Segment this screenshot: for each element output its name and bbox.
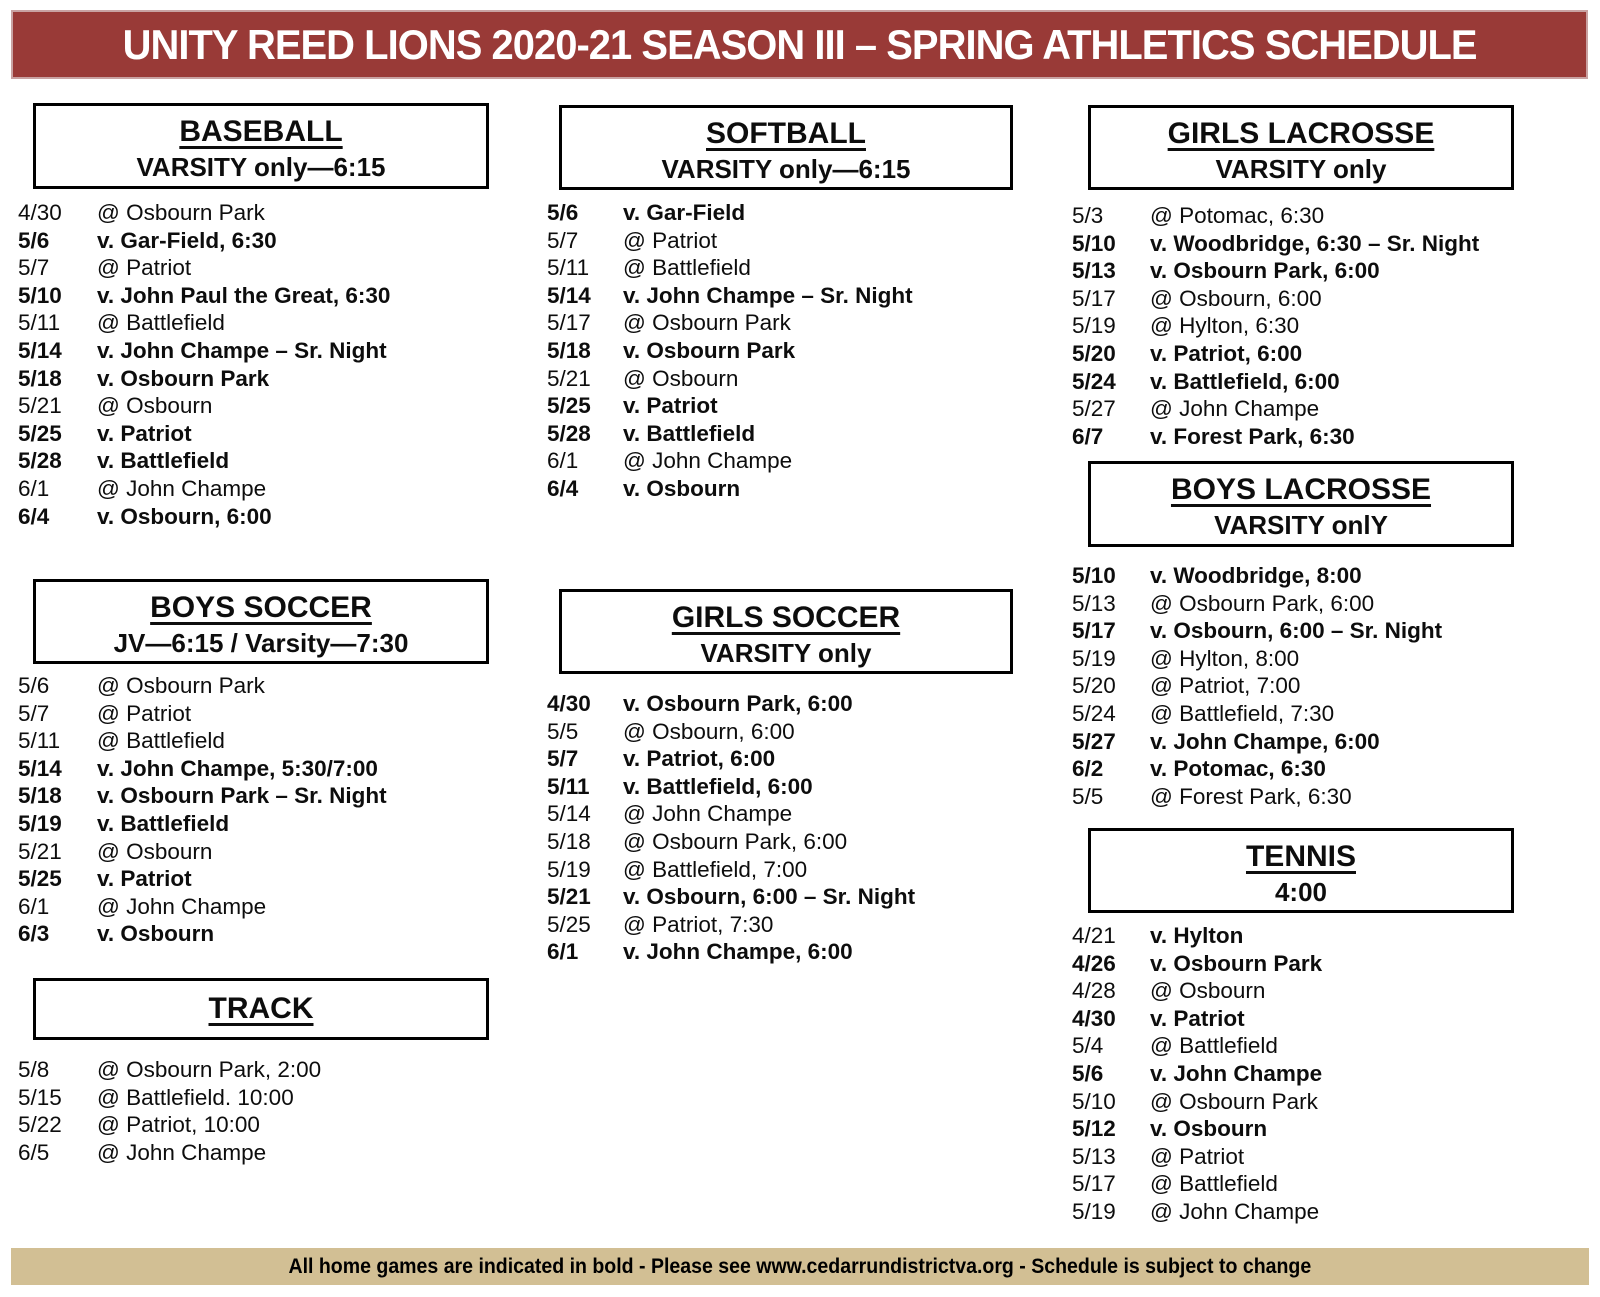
game-opponent: v. Battlefield bbox=[97, 810, 230, 836]
game-date: 5/28 bbox=[547, 420, 591, 446]
game-date: 5/27 bbox=[1072, 396, 1116, 422]
game-opponent: @ Patriot bbox=[623, 227, 718, 253]
game-row bbox=[18, 392, 390, 420]
section-title: TENNIS bbox=[1245, 840, 1356, 873]
game-opponent: @ Osbourn bbox=[1150, 978, 1266, 1004]
game-opponent: v. Patriot bbox=[97, 866, 192, 892]
section-box-track bbox=[33, 978, 489, 1040]
game-date: 6/4 bbox=[18, 503, 50, 529]
game-opponent: @ Forest Park, 6:30 bbox=[1150, 783, 1352, 809]
game-opponent: @ Osbourn Park, 6:00 bbox=[623, 828, 848, 854]
game-row bbox=[547, 911, 915, 939]
game-opponent: @ Battlefield, 7:00 bbox=[623, 856, 808, 882]
game-opponent: @ Battlefield bbox=[1150, 1033, 1278, 1059]
game-date: 5/21 bbox=[18, 838, 62, 864]
game-row bbox=[18, 199, 390, 227]
game-date: 5/11 bbox=[18, 728, 61, 754]
game-date: 5/17 bbox=[547, 310, 591, 336]
game-date: 5/25 bbox=[547, 393, 591, 419]
game-opponent: v. Osbourn Park, 6:00 bbox=[1150, 258, 1380, 284]
game-opponent: v. Osbourn bbox=[623, 475, 741, 501]
game-opponent: @ Battlefield bbox=[97, 728, 225, 754]
game-opponent: @ Osbourn, 6:00 bbox=[623, 718, 795, 744]
game-date: 5/10 bbox=[1072, 230, 1116, 256]
section-title: TRACK bbox=[208, 992, 314, 1025]
game-date: 5/6 bbox=[547, 200, 579, 225]
game-row bbox=[18, 227, 390, 255]
game-date: 5/6 bbox=[18, 673, 50, 698]
game-date: 6/7 bbox=[1072, 423, 1104, 449]
game-row bbox=[1072, 783, 1442, 811]
game-date: 4/30 bbox=[547, 691, 591, 716]
game-date: 5/18 bbox=[547, 337, 591, 363]
game-row bbox=[18, 1084, 321, 1112]
game-opponent: @ Osbourn Park bbox=[1150, 1088, 1318, 1114]
game-row bbox=[547, 475, 913, 503]
game-opponent: @ John Champe bbox=[97, 893, 267, 919]
game-opponent: v. John Paul the Great, 6:30 bbox=[97, 282, 391, 308]
game-date: 5/21 bbox=[547, 884, 591, 910]
game-opponent: @ Osbourn Park, 6:00 bbox=[1150, 590, 1375, 616]
game-row bbox=[18, 727, 387, 755]
game-opponent: @ Osbourn bbox=[97, 393, 213, 419]
game-opponent: @ Battlefield, 7:30 bbox=[1150, 700, 1335, 726]
game-row bbox=[547, 828, 915, 856]
game-opponent: v. John Champe – Sr. Night bbox=[623, 282, 913, 308]
game-row bbox=[18, 1056, 321, 1084]
game-opponent: v. Osbourn Park – Sr. Night bbox=[97, 783, 387, 809]
game-opponent: v. John Champe – Sr. Night bbox=[97, 337, 387, 363]
game-date: 5/28 bbox=[18, 448, 62, 474]
section-games-boys-lacrosse bbox=[1072, 562, 1442, 810]
game-row bbox=[18, 365, 390, 393]
game-date: 5/19 bbox=[1072, 313, 1116, 339]
game-row bbox=[18, 254, 390, 282]
game-opponent: v. Osbourn bbox=[1150, 1116, 1268, 1142]
game-opponent: @ John Champe bbox=[623, 801, 793, 827]
game-opponent: @ Osbourn Park, 2:00 bbox=[97, 1057, 322, 1082]
game-row bbox=[1072, 368, 1479, 396]
game-opponent: v. Osbourn Park bbox=[1150, 950, 1323, 976]
game-date: 6/5 bbox=[18, 1139, 50, 1165]
game-date: 5/7 bbox=[18, 700, 50, 726]
game-row bbox=[1072, 395, 1479, 423]
game-row bbox=[1072, 672, 1442, 700]
game-date: 6/2 bbox=[1072, 756, 1104, 782]
game-opponent: v. Patriot, 6:00 bbox=[623, 746, 776, 772]
game-row bbox=[1072, 1115, 1322, 1143]
game-date: 5/11 bbox=[547, 255, 590, 281]
game-opponent: v. Battlefield bbox=[97, 448, 230, 474]
game-opponent: @ Patriot bbox=[1150, 1143, 1245, 1169]
game-row bbox=[18, 337, 390, 365]
game-row bbox=[1072, 755, 1442, 783]
game-opponent: v. Woodbridge, 8:00 bbox=[1150, 563, 1362, 588]
game-row bbox=[1072, 728, 1442, 756]
game-date: 6/4 bbox=[547, 475, 579, 501]
game-opponent: @ Patriot bbox=[97, 700, 192, 726]
game-row bbox=[18, 503, 390, 531]
section-title: SOFTBALL bbox=[706, 117, 866, 150]
game-date: 6/3 bbox=[18, 921, 50, 947]
game-date: 5/13 bbox=[1072, 1143, 1116, 1169]
game-date: 5/24 bbox=[1072, 700, 1116, 726]
game-row bbox=[547, 227, 913, 255]
game-opponent: v. Patriot bbox=[97, 420, 192, 446]
game-opponent: v. Gar-Field, 6:30 bbox=[97, 227, 277, 253]
game-row bbox=[18, 447, 390, 475]
game-opponent: @ Osbourn bbox=[97, 838, 213, 864]
game-row bbox=[18, 475, 390, 503]
game-opponent: @ Osbourn Park bbox=[97, 673, 265, 698]
game-date: 5/7 bbox=[547, 746, 579, 772]
game-opponent: v. John Champe, 6:00 bbox=[623, 939, 853, 965]
game-row bbox=[547, 420, 913, 448]
game-date: 6/1 bbox=[547, 448, 579, 474]
section-box-girls-lacrosse bbox=[1088, 105, 1514, 190]
game-date: 6/1 bbox=[18, 475, 50, 501]
section-subtitle: VARSITY only—6:15 bbox=[136, 152, 386, 182]
game-opponent: @ Osbourn bbox=[623, 365, 739, 391]
game-date: 5/24 bbox=[1072, 368, 1116, 394]
game-date: 6/1 bbox=[18, 893, 50, 919]
game-opponent: @ John Champe bbox=[97, 1139, 267, 1165]
game-date: 5/6 bbox=[18, 227, 50, 253]
game-date: 5/13 bbox=[1072, 590, 1116, 616]
game-date: 5/8 bbox=[18, 1057, 50, 1082]
game-date: 5/17 bbox=[1072, 1171, 1116, 1197]
game-row bbox=[1072, 1005, 1322, 1033]
game-row bbox=[18, 309, 390, 337]
game-date: 5/10 bbox=[18, 282, 62, 308]
game-row bbox=[1072, 922, 1322, 950]
game-row bbox=[1072, 590, 1442, 618]
game-opponent: v. Battlefield, 6:00 bbox=[1150, 368, 1340, 394]
game-row bbox=[18, 700, 387, 728]
game-opponent: v. Forest Park, 6:30 bbox=[1150, 423, 1355, 449]
game-row bbox=[18, 420, 390, 448]
game-row bbox=[1072, 1032, 1322, 1060]
game-date: 5/14 bbox=[547, 801, 591, 827]
section-subtitle: VARSITY only bbox=[1215, 154, 1387, 184]
game-date: 5/4 bbox=[1072, 1033, 1104, 1059]
game-opponent: v. Patriot bbox=[1150, 1005, 1245, 1031]
game-date: 5/11 bbox=[547, 773, 590, 799]
section-games-softball bbox=[547, 199, 913, 503]
game-date: 5/7 bbox=[547, 227, 579, 253]
game-row bbox=[18, 782, 387, 810]
section-title: BOYS LACROSSE bbox=[1170, 473, 1432, 506]
game-date: 5/19 bbox=[1072, 1198, 1116, 1224]
game-opponent: @ Hylton, 8:00 bbox=[1150, 645, 1300, 671]
game-row bbox=[18, 893, 387, 921]
game-opponent: v. Osbourn bbox=[97, 921, 215, 947]
section-subtitle: 4:00 bbox=[1274, 877, 1328, 907]
game-date: 5/12 bbox=[1072, 1116, 1116, 1142]
game-row bbox=[1072, 340, 1479, 368]
game-date: 5/21 bbox=[18, 393, 62, 419]
game-opponent: @ Osbourn, 6:00 bbox=[1150, 285, 1322, 311]
game-row bbox=[1072, 700, 1442, 728]
game-opponent: @ John Champe bbox=[97, 475, 267, 501]
game-opponent: @ John Champe bbox=[623, 448, 793, 474]
game-row bbox=[18, 672, 387, 700]
game-row bbox=[547, 745, 915, 773]
game-opponent: v. Osbourn Park, 6:00 bbox=[623, 691, 853, 716]
section-title: BOYS SOCCER bbox=[150, 591, 372, 624]
game-date: 5/14 bbox=[18, 337, 62, 363]
game-row bbox=[1072, 1198, 1322, 1226]
section-box-softball bbox=[559, 105, 1013, 190]
game-row bbox=[547, 282, 913, 310]
section-subtitle: VARSITY onlY bbox=[1214, 510, 1388, 540]
game-opponent: @ John Champe bbox=[1150, 396, 1320, 422]
section-title: BASEBALL bbox=[179, 115, 343, 148]
game-opponent: @ John Champe bbox=[1150, 1198, 1320, 1224]
game-date: 5/14 bbox=[547, 282, 591, 308]
game-row bbox=[547, 309, 913, 337]
game-row bbox=[1072, 312, 1479, 340]
section-games-boys-soccer bbox=[18, 672, 387, 948]
game-opponent: v. Osbourn Park bbox=[97, 365, 270, 391]
game-opponent: @ Battlefield bbox=[623, 255, 751, 281]
game-date: 5/15 bbox=[18, 1084, 62, 1110]
game-opponent: v. Battlefield, 6:00 bbox=[623, 773, 813, 799]
section-games-tennis bbox=[1072, 922, 1322, 1226]
game-opponent: @ Potomac, 6:30 bbox=[1150, 203, 1325, 228]
game-opponent: v. Potomac, 6:30 bbox=[1150, 756, 1326, 782]
section-title: GIRLS LACROSSE bbox=[1167, 117, 1435, 150]
footer-banner bbox=[11, 1248, 1589, 1285]
game-date: 6/1 bbox=[547, 939, 579, 965]
game-row bbox=[547, 447, 913, 475]
game-opponent: @ Osbourn Park bbox=[97, 200, 265, 225]
game-row bbox=[1072, 1170, 1322, 1198]
game-opponent: v. Hylton bbox=[1150, 923, 1244, 948]
game-row bbox=[1072, 257, 1479, 285]
game-opponent: @ Patriot, 10:00 bbox=[97, 1112, 260, 1138]
game-date: 5/18 bbox=[18, 783, 62, 809]
game-row bbox=[1072, 1060, 1322, 1088]
section-games-track bbox=[18, 1056, 321, 1166]
game-opponent: v. Patriot, 6:00 bbox=[1150, 340, 1303, 366]
game-date: 4/21 bbox=[1072, 923, 1116, 948]
game-row bbox=[547, 365, 913, 393]
game-opponent: @ Hylton, 6:30 bbox=[1150, 313, 1300, 339]
section-games-baseball bbox=[18, 199, 390, 530]
section-box-boys-soccer bbox=[33, 579, 489, 664]
game-row bbox=[1072, 1088, 1322, 1116]
game-row bbox=[1072, 977, 1322, 1005]
game-row bbox=[547, 392, 913, 420]
game-row bbox=[18, 1111, 321, 1139]
game-row bbox=[18, 865, 387, 893]
game-opponent: v. Osbourn, 6:00 – Sr. Night bbox=[1150, 618, 1443, 644]
header-banner bbox=[11, 10, 1588, 79]
game-date: 5/11 bbox=[18, 310, 61, 336]
section-subtitle: VARSITY only bbox=[700, 638, 872, 668]
game-row bbox=[547, 718, 915, 746]
game-opponent: @ Battlefield. 10:00 bbox=[97, 1084, 294, 1110]
game-date: 5/21 bbox=[547, 365, 591, 391]
game-date: 5/19 bbox=[1072, 645, 1116, 671]
game-opponent: @ Osbourn Park bbox=[623, 310, 791, 336]
game-row bbox=[1072, 1143, 1322, 1171]
game-row bbox=[18, 920, 387, 948]
game-row bbox=[1072, 285, 1479, 313]
section-box-baseball bbox=[33, 103, 489, 189]
game-opponent: v. John Champe bbox=[1150, 1060, 1323, 1086]
game-date: 5/3 bbox=[1072, 203, 1104, 228]
game-date: 5/18 bbox=[18, 365, 62, 391]
section-box-girls-soccer bbox=[559, 589, 1013, 674]
game-date: 5/22 bbox=[18, 1112, 62, 1138]
game-row bbox=[18, 838, 387, 866]
game-row bbox=[547, 883, 915, 911]
game-date: 4/26 bbox=[1072, 950, 1116, 976]
section-box-boys-lacrosse bbox=[1088, 461, 1514, 547]
game-row bbox=[1072, 423, 1479, 451]
game-opponent: @ Patriot, 7:30 bbox=[623, 911, 774, 937]
game-date: 5/14 bbox=[18, 755, 62, 781]
game-date: 5/27 bbox=[1072, 728, 1116, 754]
game-date: 5/25 bbox=[18, 866, 62, 892]
game-row bbox=[1072, 617, 1442, 645]
game-date: 4/30 bbox=[18, 200, 62, 225]
page-title: UNITY REED LIONS 2020-21 SEASON III – SPRING ATHLETICS SCHEDULE bbox=[122, 20, 1477, 68]
game-opponent: v. Woodbridge, 6:30 – Sr. Night bbox=[1150, 230, 1480, 256]
game-opponent: @ Battlefield bbox=[1150, 1171, 1278, 1197]
game-row bbox=[547, 773, 915, 801]
game-opponent: v. Osbourn, 6:00 bbox=[97, 503, 272, 529]
game-row bbox=[18, 1139, 321, 1167]
game-date: 5/6 bbox=[1072, 1060, 1104, 1086]
section-subtitle: JV—6:15 / Varsity—7:30 bbox=[113, 628, 409, 658]
footer-note: All home games are indicated in bold - Please see www.cedarrundistrictva.org - Schedule is subject to change bbox=[288, 1254, 1312, 1278]
game-row bbox=[1072, 645, 1442, 673]
game-date: 5/5 bbox=[547, 718, 579, 744]
game-date: 5/10 bbox=[1072, 1088, 1116, 1114]
game-opponent: v. John Champe, 5:30/7:00 bbox=[97, 755, 378, 781]
game-date: 5/17 bbox=[1072, 285, 1116, 311]
game-opponent: @ Battlefield bbox=[97, 310, 225, 336]
game-row bbox=[1072, 950, 1322, 978]
game-date: 5/19 bbox=[547, 856, 591, 882]
game-row bbox=[547, 800, 915, 828]
game-date: 5/20 bbox=[1072, 340, 1116, 366]
game-date: 5/25 bbox=[18, 420, 62, 446]
game-row bbox=[1072, 202, 1479, 230]
game-date: 5/18 bbox=[547, 828, 591, 854]
game-date: 5/13 bbox=[1072, 258, 1116, 284]
game-date: 5/17 bbox=[1072, 618, 1116, 644]
game-opponent: v. Patriot bbox=[623, 393, 718, 419]
section-games-girls-soccer bbox=[547, 690, 915, 966]
game-opponent: @ Patriot, 7:00 bbox=[1150, 673, 1301, 699]
game-date: 5/10 bbox=[1072, 563, 1116, 588]
section-title: GIRLS SOCCER bbox=[671, 601, 901, 634]
game-row bbox=[1072, 230, 1479, 258]
game-date: 5/19 bbox=[18, 810, 62, 836]
game-row bbox=[18, 282, 390, 310]
game-row bbox=[1072, 562, 1442, 590]
game-row bbox=[547, 690, 915, 718]
game-row bbox=[547, 856, 915, 884]
game-opponent: v. John Champe, 6:00 bbox=[1150, 728, 1380, 754]
game-row bbox=[547, 199, 913, 227]
game-date: 4/28 bbox=[1072, 978, 1116, 1004]
game-row bbox=[547, 938, 915, 966]
section-box-tennis bbox=[1088, 828, 1514, 913]
game-date: 5/25 bbox=[547, 911, 591, 937]
game-opponent: @ Patriot bbox=[97, 255, 192, 281]
game-opponent: v. Battlefield bbox=[623, 420, 756, 446]
game-date: 5/7 bbox=[18, 255, 50, 281]
section-subtitle: VARSITY only—6:15 bbox=[661, 154, 911, 184]
game-date: 5/5 bbox=[1072, 783, 1104, 809]
game-opponent: v. Osbourn Park bbox=[623, 337, 796, 363]
game-row bbox=[18, 810, 387, 838]
game-row bbox=[18, 755, 387, 783]
game-opponent: v. Gar-Field bbox=[623, 200, 746, 225]
game-opponent: v. Osbourn, 6:00 – Sr. Night bbox=[623, 884, 916, 910]
game-row bbox=[547, 254, 913, 282]
section-games-girls-lacrosse bbox=[1072, 202, 1479, 450]
game-row bbox=[547, 337, 913, 365]
game-date: 4/30 bbox=[1072, 1005, 1116, 1031]
game-date: 5/20 bbox=[1072, 673, 1116, 699]
